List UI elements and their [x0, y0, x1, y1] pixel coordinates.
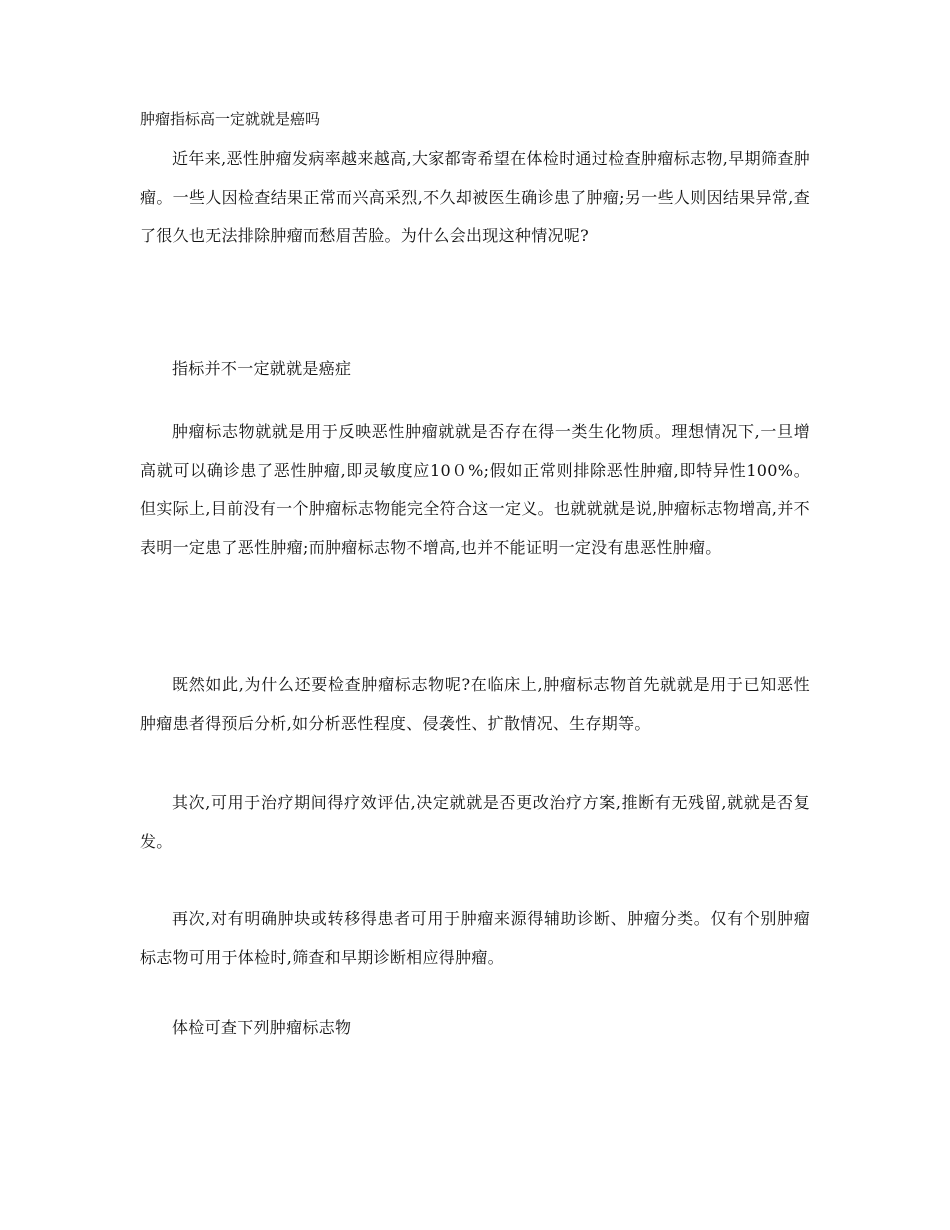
- paragraph-why-check: 既然如此,为什么还要检查肿瘤标志物呢?在临床上,肿瘤标志物首先就就是用于已知恶性肿瘤患者得预后分析,如分析恶性程度、侵袭性、扩散情况、生存期等。: [140, 675, 810, 733]
- paragraph-tumor-marker-definition: 肿瘤标志物就就是用于反映恶性肿瘤就就是否存在得一类生化物质。理想情况下,一旦增高就可以确诊患了恶性肿瘤,即灵敏度应10０%;假如正常则排除恶性肿瘤,即特异性100%。但实际上,目前没有一个肿瘤标志物能完全符合这一定义。也就就就是说,肿瘤标志物增高,并不表明一定患了恶性肿瘤;而肿瘤标志物不增高,也并不能证明一定没有患恶性肿瘤。: [140, 422, 810, 557]
- document-title: 肿瘤指标高一定就就是癌吗: [140, 110, 321, 128]
- paragraph-auxiliary-diagnosis: 再次,对有明确肿块或转移得患者可用于肿瘤来源得辅助诊断、肿瘤分类。仅有个别肿瘤标志物可用于体检时,筛查和早期诊断相应得肿瘤。: [140, 909, 810, 967]
- paragraph-intro: 近年来,恶性肿瘤发病率越来越高,大家都寄希望在体检时通过检查肿瘤标志物,早期筛查肿瘤。一些人因检查结果正常而兴高采烈,不久却被医生确诊患了肿瘤;另一些人则因结果异常,查了很久也无法排除肿瘤而愁眉苦脸。为什么会出现这种情况呢?: [140, 149, 810, 245]
- paragraph-treatment-evaluation: 其次,可用于治疗期间得疗效评估,决定就就是否更改治疗方案,推断有无残留,就就是否复发。: [140, 793, 810, 851]
- section-heading-indicator-not-cancer: 指标并不一定就就是癌症: [172, 359, 352, 378]
- section-heading-checkup-markers: 体检可查下列肿瘤标志物: [172, 1018, 352, 1037]
